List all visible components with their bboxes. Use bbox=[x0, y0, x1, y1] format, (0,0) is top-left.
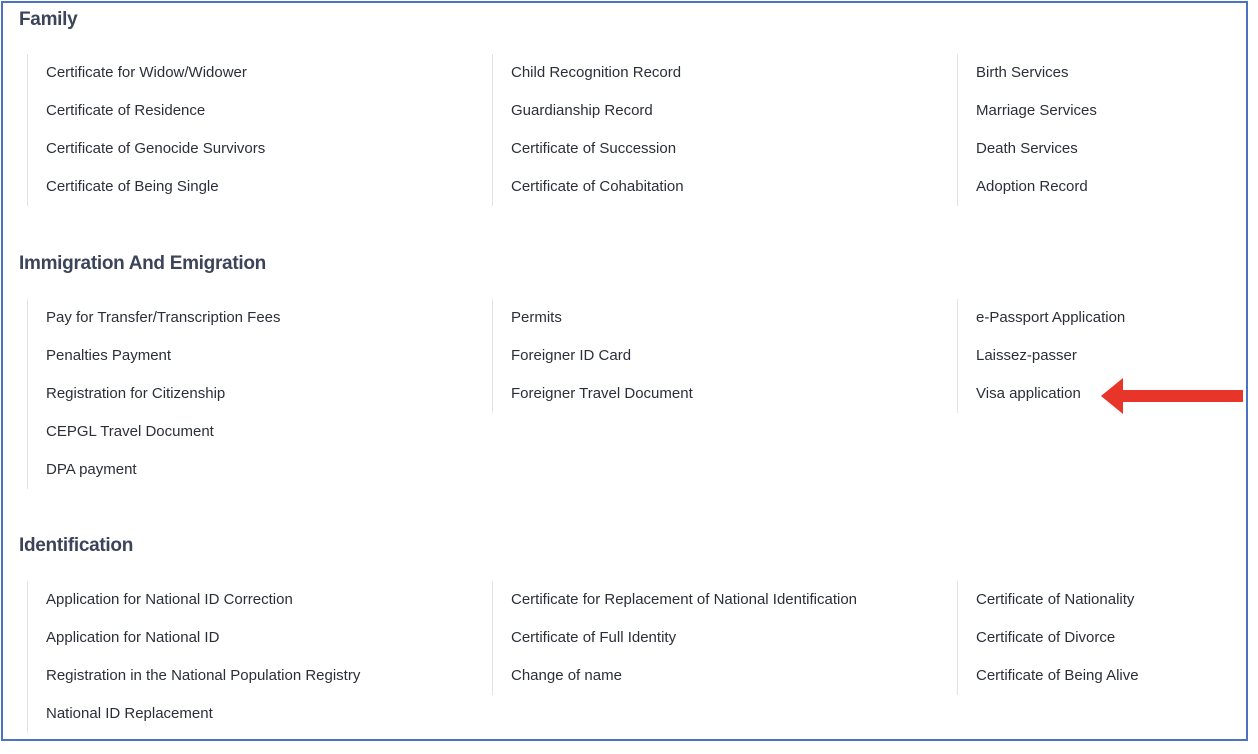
service-link[interactable]: Penalties Payment bbox=[46, 347, 172, 364]
service-link[interactable]: Foreigner Travel Document bbox=[511, 385, 693, 402]
service-link[interactable]: Pay for Transfer/Transcription Fees bbox=[46, 309, 281, 326]
service-link[interactable]: Foreigner ID Card bbox=[511, 347, 632, 364]
service-link[interactable]: Application for National ID Correction bbox=[46, 591, 293, 608]
service-link[interactable]: Application for National ID bbox=[46, 629, 220, 646]
services-panel bbox=[1, 1, 1248, 741]
service-link[interactable]: Certificate of Genocide Survivors bbox=[46, 140, 266, 157]
service-link[interactable]: DPA payment bbox=[46, 461, 137, 478]
section-title-immigration: Immigration And Emigration bbox=[19, 253, 266, 274]
service-link[interactable]: Change of name bbox=[511, 667, 622, 684]
identification-column-1 bbox=[27, 581, 467, 733]
service-link[interactable]: Certificate of Divorce bbox=[976, 629, 1116, 646]
immigration-column-3 bbox=[957, 299, 1126, 413]
service-link[interactable]: Certificate of Being Single bbox=[46, 178, 219, 195]
service-link[interactable]: Guardianship Record bbox=[511, 102, 653, 119]
service-link[interactable]: Certificate of Succession bbox=[511, 140, 677, 157]
section-title-identification: Identification bbox=[19, 535, 134, 556]
service-link[interactable]: Laissez-passer bbox=[976, 347, 1077, 364]
service-link[interactable]: Registration in the National Population Registry bbox=[46, 667, 361, 684]
service-link[interactable]: Certificate of Being Alive bbox=[976, 667, 1139, 684]
red-arrow-icon bbox=[1101, 378, 1243, 414]
service-link[interactable]: Certificate of Cohabitation bbox=[511, 178, 684, 195]
family-column-1 bbox=[27, 54, 467, 206]
service-link[interactable]: Child Recognition Record bbox=[511, 64, 682, 81]
visa-application-link[interactable]: Visa application bbox=[976, 385, 1081, 402]
service-link[interactable]: Adoption Record bbox=[976, 178, 1088, 195]
service-link[interactable]: e-Passport Application bbox=[976, 309, 1126, 326]
service-link[interactable]: Certificate for Widow/Widower bbox=[46, 64, 247, 81]
family-column-3 bbox=[957, 54, 1237, 206]
service-link[interactable]: Certificate of Nationality bbox=[976, 591, 1135, 608]
immigration-column-1 bbox=[27, 299, 467, 489]
service-link[interactable]: Certificate of Residence bbox=[46, 102, 206, 119]
service-link[interactable]: Permits bbox=[511, 309, 562, 326]
service-link[interactable]: Registration for Citizenship bbox=[46, 385, 226, 402]
family-column-2 bbox=[492, 54, 932, 206]
service-link[interactable]: Certificate of Full Identity bbox=[511, 629, 677, 646]
identification-column-3 bbox=[957, 581, 1237, 695]
service-link[interactable]: Certificate for Replacement of National Identification bbox=[511, 591, 858, 608]
service-link[interactable]: Marriage Services bbox=[976, 102, 1097, 119]
service-link[interactable]: CEPGL Travel Document bbox=[46, 423, 214, 440]
identification-column-2 bbox=[492, 581, 932, 695]
service-link[interactable]: Birth Services bbox=[976, 64, 1069, 81]
service-link[interactable]: National ID Replacement bbox=[46, 705, 213, 722]
section-title-family: Family bbox=[19, 9, 78, 30]
immigration-column-2 bbox=[492, 299, 932, 413]
service-link[interactable]: Death Services bbox=[976, 140, 1078, 157]
